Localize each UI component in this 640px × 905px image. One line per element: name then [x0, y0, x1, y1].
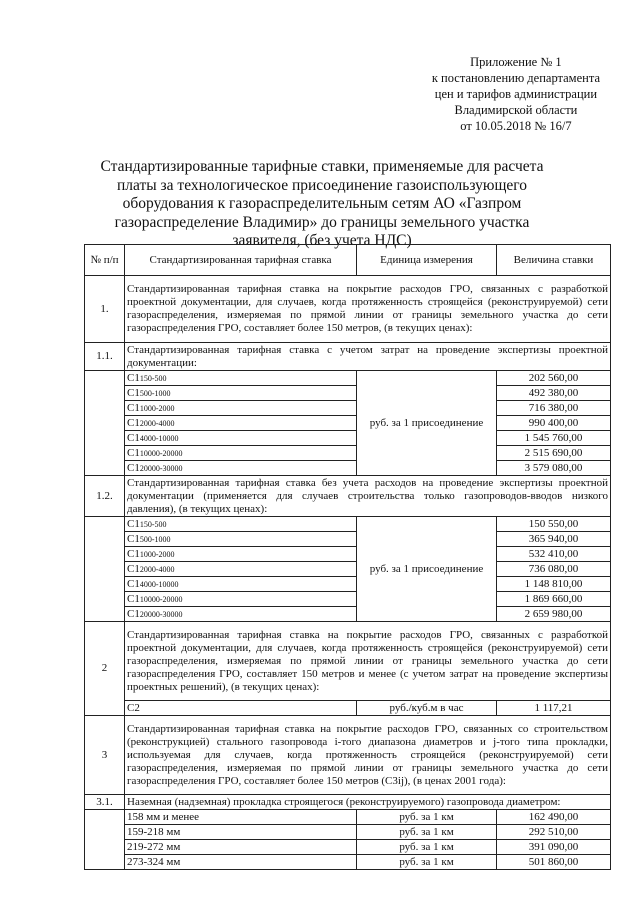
empty-cell [85, 810, 125, 870]
rate-code-base: C1 [127, 517, 140, 530]
rate-code-base: C1 [127, 371, 140, 384]
unit-cell: руб./куб.м в час [357, 701, 497, 716]
unit-cell: руб. за 1 км [357, 855, 497, 870]
rate-code [125, 401, 357, 416]
rate-code-base: C1 [127, 607, 140, 620]
rate-code [125, 592, 357, 607]
empty-cell [85, 517, 125, 622]
header-value: Величина ставки [497, 245, 611, 276]
rate-value: 2 659 980,00 [497, 607, 611, 622]
document-title: Стандартизированные тарифные ставки, применяемые для расчета платы за технологическое присоединение газоиспользующего оборудования к газораспределительным сетям АО «Газпром газораспределение Владимир» до границы земельного участка заявителя, (без учета НДС) [100, 158, 544, 249]
appendix-header [432, 54, 600, 134]
rate-code [125, 577, 357, 592]
table-row [85, 607, 611, 622]
table-row [85, 810, 611, 825]
row-number: 1. [85, 276, 125, 343]
table-row [85, 577, 611, 592]
rate-code-range: 500-1000 [139, 388, 171, 398]
table-row [85, 416, 611, 431]
rate-code [125, 461, 357, 476]
table-row [85, 547, 611, 562]
rate-value: 365 940,00 [497, 532, 611, 547]
rate-code-range: 4000-10000 [139, 579, 179, 589]
rate-value: 391 090,00 [497, 840, 611, 855]
rate-code-range: 20000-30000 [139, 463, 183, 473]
table-row [85, 701, 611, 716]
rate-value: 532 410,00 [497, 547, 611, 562]
table-row [85, 855, 611, 870]
unit-cell: руб. за 1 км [357, 840, 497, 855]
table-row [85, 401, 611, 416]
rate-value: 736 080,00 [497, 562, 611, 577]
rate-code [125, 532, 357, 547]
rate-code-base: C1 [127, 446, 140, 459]
rate-code-base: C1 [127, 401, 140, 414]
rate-value: 292 510,00 [497, 825, 611, 840]
table-row [85, 716, 611, 795]
header-line: Приложение № 1 [470, 55, 562, 69]
rate-code-base: C1 [127, 386, 140, 399]
rate-value: 202 560,00 [497, 371, 611, 386]
row-number: 1.2. [85, 476, 125, 517]
section-text: Стандартизированная тарифная ставка на покрытие расходов ГРО, связанных с разработкой проектной документации, для случаев, когда протяженность строящейся (реконструируемой) сети газораспределения, измеряемая по прямой линии от границы земельного участка до сети газораспределения ГРО, составляет 150 метров и менее (с учетом затрат на проведение экспертизы проектных решений), (в текущих ценах): [125, 622, 611, 701]
table-row [85, 622, 611, 701]
rate-value: 162 490,00 [497, 810, 611, 825]
rate-code-range: 20000-30000 [139, 609, 183, 619]
header-rate: Стандартизированная тарифная ставка [125, 245, 357, 276]
rate-code [125, 371, 357, 386]
rate-value: 1 148 810,00 [497, 577, 611, 592]
section-text: Стандартизированная тарифная ставка на покрытие расходов ГРО, связанных с разработкой проектной документации, для случаев, когда протяженность строящейся (реконструируемой) сети газораспределения, измеряемая по прямой линии от границы земельного участка до сети газораспределения ГРО, составляет более 150 метров, (в текущих ценах): [125, 276, 611, 343]
rate-value: 2 515 690,00 [497, 446, 611, 461]
table-row [85, 592, 611, 607]
rate-code-base: C1 [127, 547, 140, 560]
rate-code [125, 562, 357, 577]
rate-code [125, 416, 357, 431]
table-row [85, 276, 611, 343]
rate-value: 3 579 080,00 [497, 461, 611, 476]
rate-code [125, 607, 357, 622]
rate-code-base: C1 [127, 461, 140, 474]
rate-code-range: 2000-4000 [139, 418, 175, 428]
rate-value: 716 380,00 [497, 401, 611, 416]
rate-code-range: 500-1000 [139, 534, 171, 544]
unit-cell: руб. за 1 км [357, 825, 497, 840]
table-row [85, 343, 611, 371]
rate-code-base: C1 [127, 416, 140, 429]
rate-value: 492 380,00 [497, 386, 611, 401]
rate-code-base: C1 [127, 431, 140, 444]
unit-cell: руб. за 1 присоединение [357, 517, 497, 622]
rate-code-range: 150-500 [139, 519, 167, 529]
section-text: Стандартизированная тарифная ставка без учета расходов на проведение экспертизы проектной документации (применяется для случаев строительства только газопроводов-вводов низкого давления), (в текущих ценах): [125, 476, 611, 517]
table-row [85, 371, 611, 386]
rate-code [125, 547, 357, 562]
rate-code-range: 4000-10000 [139, 433, 179, 443]
unit-cell: руб. за 1 присоединение [357, 371, 497, 476]
rate-code-base: C1 [127, 562, 140, 575]
header-line: Владимирской области [454, 103, 578, 117]
rate-code [125, 446, 357, 461]
header-unit: Единица измерения [357, 245, 497, 276]
table-row [85, 476, 611, 517]
empty-cell [85, 371, 125, 476]
row-number: 3 [85, 716, 125, 795]
rate-value: 1 117,21 [497, 701, 611, 716]
rate-code-range: 10000-20000 [139, 594, 183, 604]
rate-value: 501 860,00 [497, 855, 611, 870]
rate-value: 1 869 660,00 [497, 592, 611, 607]
header-line: к постановлению департамента [431, 71, 600, 85]
section-text: Наземная (надземная) прокладка строящегося (реконструируемого) газопровода диаметром: [125, 795, 611, 810]
diameter-label: 219-272 мм [125, 840, 357, 855]
rate-value: 1 545 760,00 [497, 431, 611, 446]
rate-code-base: C1 [127, 532, 140, 545]
table-row [85, 431, 611, 446]
rate-code-range: 150-500 [139, 373, 167, 383]
rate-value: 990 400,00 [497, 416, 611, 431]
rate-code-base: C1 [127, 592, 140, 605]
diameter-label: 158 мм и менее [125, 810, 357, 825]
table-row [85, 532, 611, 547]
table-row [85, 795, 611, 810]
table-row [85, 825, 611, 840]
rate-code-range: 1000-2000 [139, 549, 175, 559]
unit-cell: руб. за 1 км [357, 810, 497, 825]
rate-value: 150 550,00 [497, 517, 611, 532]
row-number: 2 [85, 622, 125, 716]
header-num: № п/п [85, 245, 125, 276]
table-row [85, 446, 611, 461]
header-line: цен и тарифов администрации [434, 87, 598, 101]
table-row [85, 562, 611, 577]
diameter-label: 159-218 мм [125, 825, 357, 840]
table-row [85, 840, 611, 855]
rate-code-base: C1 [127, 577, 140, 590]
table-header-row [85, 245, 611, 276]
rate-code [125, 517, 357, 532]
header-line: от 10.05.2018 № 16/7 [460, 119, 572, 133]
rate-code-range: 10000-20000 [139, 448, 183, 458]
rate-code-range: 2000-4000 [139, 564, 175, 574]
section-text: Стандартизированная тарифная ставка с учетом затрат на проведение экспертизы проектной документации: [125, 343, 611, 371]
tariff-table [84, 244, 611, 870]
row-number: 3.1. [85, 795, 125, 810]
diameter-label: 273-324 мм [125, 855, 357, 870]
rate-code-range: 1000-2000 [139, 403, 175, 413]
table-row [85, 517, 611, 532]
table-row [85, 386, 611, 401]
rate-code [125, 386, 357, 401]
section-text: Стандартизированная тарифная ставка на покрытие расходов ГРО, связанных со строительством (реконструкцией) стального газопровода i-того диапазона диаметров и j-того типа прокладки, используемая для случаев, когда протяженность строящейся (реконструируемой) сети газораспределения, измеряемая по прямой линии от границы земельного участка до сети газораспределения ГРО, составляет более 150 метров (C3ij), (в ценах 2001 года): [125, 716, 611, 795]
rate-code: C2 [125, 701, 357, 716]
table-row [85, 461, 611, 476]
rate-code [125, 431, 357, 446]
row-number: 1.1. [85, 343, 125, 371]
